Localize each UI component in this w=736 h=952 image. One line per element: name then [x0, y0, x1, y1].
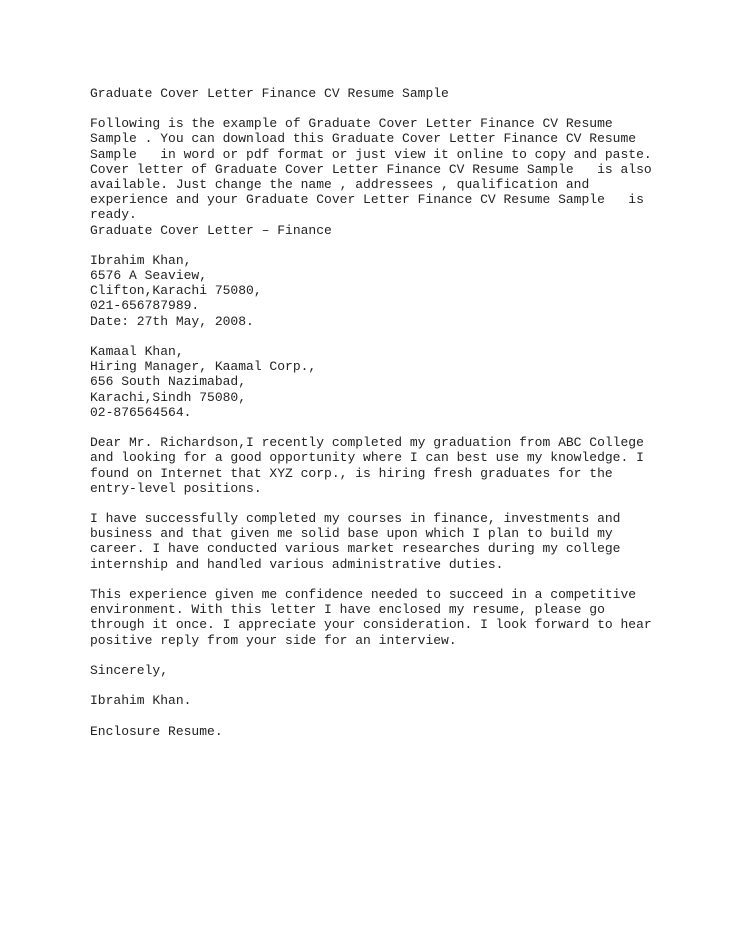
- closing: Sincerely,: [90, 662, 169, 678]
- paragraph-line: positive reply from your side for an interview.: [90, 632, 457, 648]
- recipient-title: Hiring Manager, Kaamal Corp.,: [90, 359, 317, 375]
- body-paragraph-2: [90, 511, 710, 572]
- recipient-name: Kamaal Khan,: [90, 344, 184, 359]
- paragraph-line: entry-level positions.: [90, 480, 262, 496]
- paragraph-line: environment. With this letter I have enclosed my resume, please go: [90, 602, 605, 618]
- intro-line: ready.: [90, 207, 137, 223]
- document-title: Graduate Cover Letter Finance CV Resume Sample: [90, 86, 449, 101]
- paragraph-line: through it once. I appreciate your consideration. I look forward to hear: [90, 617, 652, 633]
- paragraph-line: and looking for a good opportunity where I can best use my knowledge. I: [90, 450, 644, 466]
- body-paragraph-3: [90, 587, 710, 648]
- paragraph-line: career. I have conducted various market researches during my college: [90, 541, 621, 557]
- recipient-street: 656 South Nazimabad,: [90, 374, 247, 390]
- paragraph-line: internship and handled various administrative duties.: [90, 556, 504, 572]
- intro-line: available. Just change the name , addressees , qualification and: [90, 176, 590, 192]
- intro-line: experience and your Graduate Cover Letter Finance CV Resume Sample is: [90, 192, 644, 208]
- letter-heading: Graduate Cover Letter – Finance: [90, 222, 332, 238]
- recipient-address: [90, 344, 710, 420]
- cover-letter-document: [90, 86, 710, 739]
- intro-line: Sample . You can download this Graduate Cover Letter Finance CV Resume: [90, 131, 637, 147]
- intro-line: Following is the example of Graduate Cover Letter Finance CV Resume: [90, 116, 613, 132]
- sender-city: Clifton,Karachi 75080,: [90, 283, 262, 299]
- intro-section: [90, 116, 710, 238]
- paragraph-line: This experience given me confidence needed to succeed in a competitive: [90, 587, 637, 602]
- paragraph-line: I have successfully completed my courses in finance, investments and: [90, 511, 621, 527]
- intro-line: Sample in word or pdf format or just view it online to copy and paste.: [90, 146, 652, 162]
- intro-line: Cover letter of Graduate Cover Letter Finance CV Resume Sample is also: [90, 161, 652, 177]
- paragraph-line: Dear Mr. Richardson,I recently completed my graduation from ABC College: [90, 435, 644, 451]
- sender-name: Ibrahim Khan,: [90, 252, 192, 268]
- sender-phone: 021-656787989.: [90, 298, 200, 314]
- paragraph-line: found on Internet that XYZ corp., is hiring fresh graduates for the: [90, 465, 613, 481]
- paragraph-line: business and that given me solid base upon which I plan to build my: [90, 526, 613, 542]
- body-paragraph-1: [90, 435, 710, 496]
- recipient-city: Karachi,Sindh 75080,: [90, 389, 247, 405]
- sender-street: 6576 A Seaview,: [90, 268, 208, 284]
- recipient-phone: 02-876564564.: [90, 404, 192, 420]
- letter-date: Date: 27th May, 2008.: [90, 313, 254, 329]
- signature-name: Ibrahim Khan.: [90, 693, 192, 709]
- enclosure-note: Enclosure Resume.: [90, 723, 223, 739]
- sender-address: [90, 253, 710, 329]
